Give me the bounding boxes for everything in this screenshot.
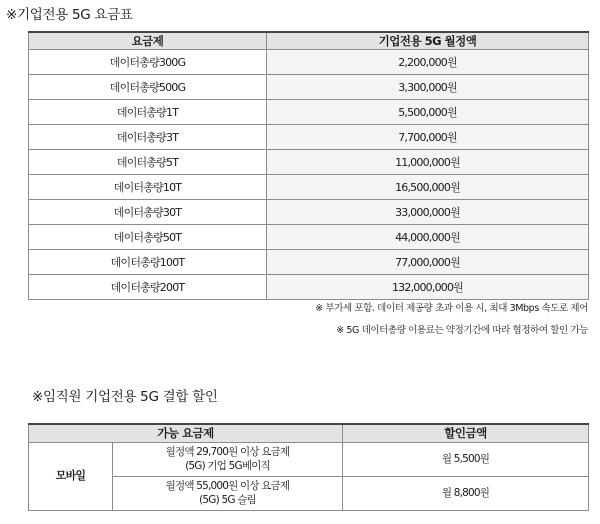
price-cell: 3,300,000원 [267,75,589,100]
table-row [29,50,589,75]
category-cell: 모바일 [29,442,113,510]
plan-cell: 데이터총량500G [29,75,267,100]
table-row [29,100,589,125]
plan-cell: 데이터총량100T [29,250,267,275]
price-cell: 132,000,000원 [267,275,589,300]
rate-table-header [29,32,589,50]
table-row [29,250,589,275]
plan-cell: 데이터총량30T [29,200,267,225]
table-row [29,125,589,150]
table-row [29,476,589,510]
discount-note: ※ 5G 데이터총량 이용료는 약정기간에 따라 협정하여 할인 가능 [336,325,588,336]
eligible-plan-cell [113,442,343,476]
bundle-discount-table [28,423,589,511]
table-row [29,275,589,300]
header-monthly-fee: 기업전용 5G 월정액 [267,32,589,50]
rate-table-title: ※기업전용 5G 요금표 [6,7,133,23]
plan-name: (5G) 5G 슬림 [199,494,256,506]
plan-cell: 데이터총량200T [29,275,267,300]
table-row [29,225,589,250]
plan-cell: 데이터총량10T [29,175,267,200]
table-row [29,442,589,476]
table-row [29,175,589,200]
vat-note: ※ 부가세 포함. 데이터 제공량 초과 이용 시, 최대 3Mbps 속도로 제어 [315,303,588,314]
table-row [29,200,589,225]
plan-cell: 데이터총량3T [29,125,267,150]
discount-cell: 월 8,800원 [343,476,589,510]
discount-cell: 월 5,500원 [343,442,589,476]
header-discount-amount: 할인금액 [343,424,589,442]
table-row [29,75,589,100]
rate-table [28,31,589,300]
header-plan: 요금제 [29,32,267,50]
plan-cell: 데이터총량50T [29,225,267,250]
price-cell: 5,500,000원 [267,100,589,125]
plan-condition: 월정액 55,000원 이상 요금제 [165,480,290,492]
plan-cell: 데이터총량1T [29,100,267,125]
price-cell: 16,500,000원 [267,175,589,200]
price-cell: 77,000,000원 [267,250,589,275]
bundle-table-header [29,424,589,442]
table-row [29,150,589,175]
eligible-plan-cell [113,476,343,510]
price-cell: 2,200,000원 [267,50,589,75]
plan-name: (5G) 기업 5G베이직 [185,460,270,472]
header-eligible-plan: 가능 요금제 [29,424,343,442]
price-cell: 44,000,000원 [267,225,589,250]
plan-condition: 월정액 29,700원 이상 요금제 [165,446,290,458]
price-cell: 33,000,000원 [267,200,589,225]
price-cell: 7,700,000원 [267,125,589,150]
bundle-discount-title: ※임직원 기업전용 5G 결합 할인 [32,389,218,405]
plan-cell: 데이터총량5T [29,150,267,175]
plan-cell: 데이터총량300G [29,50,267,75]
price-cell: 11,000,000원 [267,150,589,175]
